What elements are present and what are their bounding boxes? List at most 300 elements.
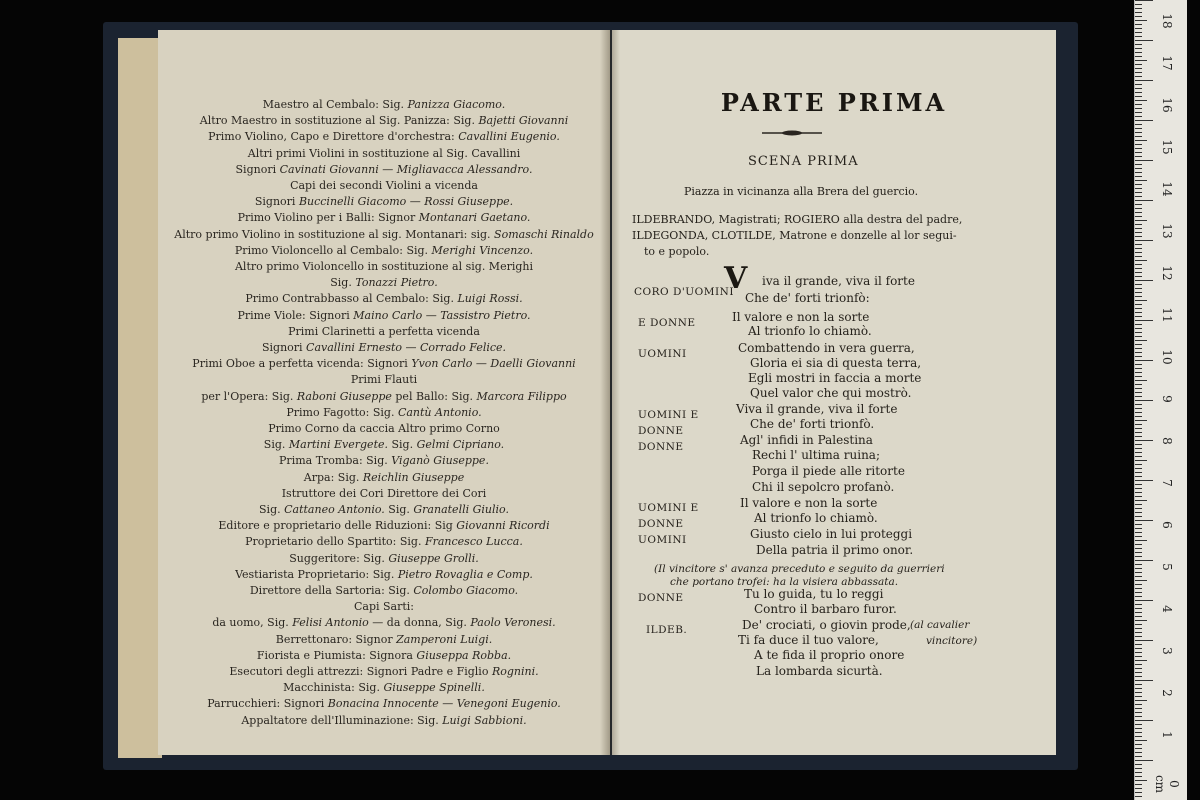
ruler-tick [1135, 732, 1142, 733]
ruler-tick [1135, 784, 1142, 785]
credit-role: Primi Flauti [350, 373, 418, 387]
ruler-tick [1135, 464, 1142, 465]
ruler-tick [1135, 208, 1142, 209]
ruler-tick [1135, 792, 1142, 793]
credit-role: Primo Violino, Capo e Direttore d'orchestra: [208, 130, 459, 144]
decorated-initial: V [724, 261, 748, 296]
ruler-tick [1135, 220, 1147, 221]
credit-role: Prima Tromba: Sig. [279, 454, 392, 468]
ruler-tick [1135, 448, 1142, 449]
ruler-tick [1135, 624, 1142, 625]
ruler-tick [1135, 532, 1142, 533]
credit-line [158, 697, 610, 711]
credit-role: Appaltatore dell'Illuminazione: Sig. [241, 713, 443, 727]
ruler-tick [1135, 632, 1142, 633]
credit-name: Francesco Lucca. [424, 535, 523, 549]
ruler-tick [1135, 760, 1153, 761]
ruler-tick [1135, 660, 1147, 661]
credit-name: Giovanni Ricordi [456, 519, 550, 533]
credit-line [158, 130, 610, 144]
ruler-tick [1135, 408, 1142, 409]
verse-line: Al trionfo lo chiamò. [754, 511, 878, 525]
credit-name: Maino Carlo — Tassistro Pietro. [353, 308, 531, 322]
credit-role: Primo Fagotto: Sig. [286, 405, 398, 419]
ruler-number: 10 [1160, 349, 1174, 365]
credit-name: Cavinati Giovanni — Migliavacca Alessandro. [279, 162, 533, 176]
credit-role: Parrucchieri: Signori [207, 697, 328, 711]
credit-name: Yvon Carlo — Daelli Giovanni [411, 357, 576, 371]
credit-line [158, 422, 610, 436]
ruler-tick [1135, 184, 1142, 185]
ruler-tick [1135, 764, 1142, 765]
ruler-tick [1135, 720, 1153, 721]
ruler-number: 8 [1160, 437, 1174, 445]
ruler-tick [1135, 416, 1142, 417]
ruler-tick [1135, 692, 1142, 693]
right-page [612, 30, 1056, 755]
ruler-tick [1135, 56, 1142, 57]
ornament-divider [762, 128, 822, 138]
ruler-tick [1135, 500, 1147, 501]
ruler-tick [1135, 368, 1142, 369]
ruler-tick [1135, 4, 1142, 5]
credit-role: Arpa: Sig. [303, 470, 363, 484]
ruler-tick [1135, 424, 1142, 425]
ruler-tick [1135, 112, 1142, 113]
credit-line [158, 98, 610, 112]
credit-line [158, 341, 610, 355]
ruler-tick [1135, 48, 1142, 49]
ruler-number: 3 [1160, 647, 1174, 655]
ruler-tick [1135, 128, 1142, 129]
ruler-tick [1135, 664, 1142, 665]
ruler-tick [1135, 688, 1142, 689]
ruler-number: 4 [1160, 605, 1174, 613]
ruler-tick [1135, 168, 1142, 169]
ruler-tick [1135, 392, 1142, 393]
ruler-tick [1135, 608, 1142, 609]
ruler-tick [1135, 236, 1142, 237]
ruler-tick [1135, 476, 1142, 477]
ruler-tick [1135, 504, 1142, 505]
credit-role: Primo Contrabbasso al Cembalo: Sig. [245, 292, 458, 306]
credit-line [158, 325, 610, 339]
verse-line: Chi il sepolcro profanò. [752, 480, 895, 494]
credit-name: Rognini. [491, 665, 539, 678]
character-line: ILDEBRANDO, Magistrati; ROGIERO alla destra del padre, [632, 213, 963, 226]
ruler-tick [1135, 340, 1147, 341]
ruler-tick [1135, 192, 1142, 193]
ruler-tick [1135, 308, 1142, 309]
ruler-tick [1135, 44, 1142, 45]
speaker-role: UOMINI E [638, 502, 699, 514]
ruler-tick [1135, 180, 1147, 181]
credit-name: Raboni Giuseppe [296, 389, 392, 403]
ruler-tick [1135, 64, 1142, 65]
ruler-tick [1135, 216, 1142, 217]
speaker-role: UOMINI [638, 348, 687, 360]
ruler-tick [1135, 280, 1153, 281]
credit-role: Signori [235, 162, 280, 176]
credit-role: Primo Violoncello al Cembalo: Sig. [234, 243, 432, 257]
credit-line [158, 487, 610, 501]
ruler-tick [1135, 716, 1142, 717]
book-gutter [600, 30, 620, 755]
ruler-number: 0 cm [1153, 774, 1181, 794]
credit-name: Merighi Vincenzo. [431, 243, 534, 257]
credit-role: Sig. [259, 503, 285, 516]
credit-role: Maestro al Cembalo: Sig. [262, 98, 408, 111]
ruler-tick [1135, 116, 1142, 117]
credit-role: Sig. [388, 438, 417, 452]
ruler-tick [1135, 256, 1142, 257]
verse-line: Combattendo in vera guerra, [738, 341, 915, 355]
credit-line [158, 714, 610, 728]
speaker-role: DONNE [638, 518, 684, 530]
speaker-role: DONNE [638, 592, 684, 604]
ruler-tick [1135, 436, 1142, 437]
ruler-tick [1135, 672, 1142, 673]
credit-line [158, 406, 610, 420]
credit-role: Signori [254, 195, 299, 209]
credit-line [158, 357, 610, 371]
ruler-tick [1135, 556, 1142, 557]
credit-line [158, 535, 610, 549]
ruler-tick [1135, 748, 1142, 749]
ruler-tick [1135, 520, 1153, 521]
speaker-role: ILDEB. [646, 624, 688, 636]
ruler-tick [1135, 140, 1147, 141]
credit-line [158, 471, 610, 485]
ruler-tick [1135, 492, 1142, 493]
ruler-number: 16 [1160, 97, 1174, 113]
ruler-tick [1135, 156, 1142, 157]
ruler-number: 15 [1160, 139, 1174, 155]
ruler-tick [1135, 740, 1147, 741]
credit-role: Vestiarista Proprietario: Sig. [235, 567, 398, 581]
ruler-tick [1135, 704, 1142, 705]
ruler-tick [1135, 296, 1142, 297]
ruler-number: 1 [1160, 731, 1174, 739]
ruler-tick [1135, 596, 1142, 597]
credit-name: Cavallini Eugenio. [458, 130, 560, 144]
verse-line: Rechi l' ultima ruina; [752, 448, 880, 462]
verse-line: De' crociati, o giovin prode, [742, 618, 911, 632]
ruler-tick [1135, 60, 1147, 61]
stage-direction: che portano trofei: ha la visiera abbassata. [670, 576, 899, 588]
credit-role: Altro primo Violino in sostituzione al sig. Montanari: sig. [174, 227, 495, 241]
credit-line [158, 373, 610, 387]
credit-line [158, 616, 610, 630]
ruler-tick [1135, 728, 1142, 729]
ruler-tick [1135, 244, 1142, 245]
ruler-tick [1135, 572, 1142, 573]
ruler-tick [1135, 412, 1142, 413]
verse-line: Egli mostri in faccia a morte [748, 371, 922, 385]
verse-line: Giusto cielo in lui proteggi [750, 527, 913, 541]
ruler-tick [1135, 576, 1142, 577]
ruler-number: 14 [1160, 181, 1174, 197]
ruler-tick [1135, 644, 1142, 645]
ruler-tick [1135, 680, 1153, 681]
ruler-tick [1135, 568, 1142, 569]
ruler-tick [1135, 324, 1142, 325]
credit-role: Direttore della Sartoria: Sig. [249, 584, 414, 597]
ruler-tick [1135, 768, 1142, 769]
credit-line [158, 114, 610, 128]
ruler-tick [1135, 148, 1142, 149]
ruler-tick [1135, 372, 1142, 373]
speaker-role: UOMINI E [638, 409, 699, 421]
ruler-tick [1135, 508, 1142, 509]
credit-line [158, 552, 610, 566]
ruler-tick [1135, 84, 1142, 85]
credit-name: Montanari Gaetano. [418, 211, 531, 225]
scene-title: SCENA PRIMA [748, 154, 859, 169]
ruler-tick [1135, 652, 1142, 653]
ruler-tick [1135, 628, 1142, 629]
credit-role: Sig. [384, 503, 414, 516]
ruler-tick [1135, 96, 1142, 97]
ruler-tick [1135, 352, 1142, 353]
credit-name: Giuseppa Robba. [416, 648, 512, 662]
credit-line [158, 633, 610, 647]
ruler-tick [1135, 560, 1153, 561]
verse-line: Che de' forti trionfò. [750, 417, 875, 431]
ruler-tick [1135, 252, 1142, 253]
ruler-tick [1135, 528, 1142, 529]
ruler-tick [1135, 204, 1142, 205]
ruler-tick [1135, 696, 1142, 697]
credit-role: Altro primo Violoncello in sostituzione al sig. Merighi [234, 260, 533, 273]
ruler-tick [1135, 564, 1142, 565]
credit-name: Reichlin Giuseppe [362, 470, 465, 484]
ruler-tick [1135, 196, 1142, 197]
ruler-tick [1135, 384, 1142, 385]
ruler-tick [1135, 264, 1142, 265]
ruler-tick [1135, 668, 1142, 669]
ruler-tick [1135, 28, 1142, 29]
ruler-tick [1135, 240, 1153, 241]
ruler-tick [1135, 284, 1142, 285]
ruler-tick [1135, 72, 1142, 73]
ruler-tick [1135, 336, 1142, 337]
credit-role: Esecutori degli attrezzi: Signori Padre e Figlio [229, 665, 492, 678]
character-line: ILDEGONDA, CLOTILDE, Matrone e donzelle al lor segui- [632, 229, 957, 242]
ruler-tick [1135, 460, 1147, 461]
credit-role: — da donna, Sig. [368, 616, 471, 630]
ruler-tick [1135, 536, 1142, 537]
ruler-tick [1135, 676, 1142, 677]
credit-name: Pietro Rovaglia e Comp. [397, 567, 533, 581]
ruler-tick [1135, 52, 1142, 53]
credit-role: per l'Opera: Sig. [201, 389, 297, 403]
credit-line [158, 195, 610, 209]
credit-name: Panizza Giacomo. [407, 98, 506, 111]
credit-role: Sig. [263, 438, 289, 452]
ruler-tick [1135, 600, 1153, 601]
ruler-tick [1135, 268, 1142, 269]
ruler-tick [1135, 516, 1142, 517]
verse-line: Agl' infidi in Palestina [740, 433, 873, 447]
ruler-tick [1135, 708, 1142, 709]
credit-line [158, 211, 610, 225]
ruler-number: 5 [1160, 563, 1174, 571]
credit-line [158, 600, 610, 614]
speaker-role: E DONNE [638, 317, 696, 329]
verse-line: Ti fa duce il tuo valore, [738, 633, 879, 647]
credit-role: Primi Oboe a perfetta vicenda: Signori [192, 357, 412, 371]
ruler-tick [1135, 648, 1142, 649]
ruler-tick [1135, 88, 1142, 89]
ruler-tick [1135, 364, 1142, 365]
ruler-tick [1135, 348, 1142, 349]
ruler-tick [1135, 76, 1142, 77]
credit-role: da uomo, Sig. [212, 616, 293, 630]
credit-role: Suggeritore: Sig. [289, 551, 389, 565]
ruler-tick [1135, 304, 1142, 305]
ruler-tick [1135, 592, 1142, 593]
ruler-tick [1135, 224, 1142, 225]
credit-name: Buccinelli Giacomo — Rossi Giuseppe. [298, 195, 514, 209]
ruler-tick [1135, 484, 1142, 485]
ruler-tick [1135, 468, 1142, 469]
credit-name: Cattaneo Antonio. [284, 503, 385, 516]
part-title: PARTE PRIMA [720, 88, 948, 117]
ruler-tick [1135, 712, 1142, 713]
credit-name: Luigi Sabbioni. [442, 713, 527, 727]
ruler-tick [1135, 512, 1142, 513]
credit-line [158, 244, 610, 258]
ruler-tick [1135, 796, 1142, 797]
credit-name: Bonacina Innocente — Venegoni Eugenio. [327, 697, 561, 711]
ruler-tick [1135, 724, 1142, 725]
ruler-tick [1135, 640, 1153, 641]
ruler-number: 7 [1160, 479, 1174, 487]
ruler-tick [1135, 300, 1147, 301]
credit-name: Colombo Giacomo. [413, 584, 519, 597]
ruler-tick [1135, 612, 1142, 613]
credit-name: Bajetti Giovanni [478, 114, 569, 128]
ruler-tick [1135, 328, 1142, 329]
credit-name: Zamperoni Luigi. [396, 632, 493, 646]
credit-line [158, 438, 610, 452]
stage-direction-note: (al cavalier [910, 619, 970, 631]
ruler-tick [1135, 80, 1153, 81]
ruler-tick [1135, 700, 1147, 701]
stage-direction: (Il vincitore s' avanza preceduto e seguito da guerrieri [654, 563, 945, 575]
credit-role: Editore e proprietario delle Riduzioni: Sig [218, 519, 457, 533]
ruler-tick [1135, 548, 1142, 549]
ruler-tick [1135, 524, 1142, 525]
ruler-tick [1135, 0, 1153, 1]
credit-name: Martini Evergete. [288, 438, 388, 452]
ruler-tick [1135, 552, 1142, 553]
credit-line [158, 228, 610, 242]
ruler-tick [1135, 736, 1142, 737]
ruler-tick [1135, 752, 1142, 753]
ruler-number: 6 [1160, 521, 1174, 529]
verse-line: Al trionfo lo chiamò. [748, 324, 872, 338]
credit-role: Prime Viole: Signori [237, 308, 354, 322]
ruler-tick [1135, 232, 1142, 233]
ruler-tick [1135, 604, 1142, 605]
ruler-tick [1135, 428, 1142, 429]
ruler-tick [1135, 456, 1142, 457]
ruler-tick [1135, 164, 1142, 165]
ruler-tick [1135, 176, 1142, 177]
ruler-tick [1135, 124, 1142, 125]
credit-role: Sig. [330, 276, 356, 290]
ruler-tick [1135, 444, 1142, 445]
ruler-tick [1135, 20, 1147, 21]
ruler-tick [1135, 452, 1142, 453]
ruler-tick [1135, 24, 1142, 25]
ruler-tick [1135, 396, 1142, 397]
credit-line [158, 147, 610, 161]
ruler-number: 9 [1160, 395, 1174, 403]
ruler-number: 18 [1160, 13, 1174, 29]
ruler-tick [1135, 684, 1142, 685]
credit-line [158, 163, 610, 177]
speaker-role: CORO D'UOMINI [634, 286, 734, 298]
ruler-tick [1135, 580, 1147, 581]
ruler-tick [1135, 312, 1142, 313]
ruler-tick [1135, 420, 1147, 421]
ruler-tick [1135, 8, 1142, 9]
ruler-tick [1135, 404, 1142, 405]
credit-role: Capi Sarti: [353, 600, 415, 614]
ruler-tick [1135, 400, 1153, 401]
credit-name: Giuseppe Grolli. [388, 551, 479, 565]
ruler-tick [1135, 200, 1153, 201]
credit-line [158, 179, 610, 193]
verse-line: Il valore e non la sorte [732, 310, 870, 324]
credit-role: Capi dei secondi Violini a vicenda [290, 179, 478, 192]
ruler-tick [1135, 480, 1153, 481]
credit-role: Macchinista: Sig. [283, 681, 384, 695]
credit-line [158, 681, 610, 695]
ruler-tick [1135, 316, 1142, 317]
ruler-tick [1135, 276, 1142, 277]
verse-line: Della patria il primo onor. [756, 543, 914, 557]
ruler-number: 12 [1160, 265, 1174, 281]
credit-line [158, 309, 610, 323]
credit-role: Primo Violino per i Balli: Signor [237, 211, 419, 225]
credit-role: Altro Maestro in sostituzione al Sig. Panizza: Sig. [199, 114, 479, 128]
ruler-tick [1135, 132, 1142, 133]
credit-role: Primi Clarinetti a perfetta vicenda [288, 324, 480, 338]
character-line: to e popolo. [644, 245, 710, 258]
verse-line: Gloria ei sia di questa terra, [750, 356, 922, 370]
ruler-tick [1135, 360, 1153, 361]
scene-setting: Piazza in vicinanza alla Brera del guercio. [684, 185, 919, 198]
left-page [158, 30, 610, 755]
stage-direction-note: vincitore) [926, 635, 978, 647]
ruler-tick [1135, 432, 1142, 433]
ruler-tick [1135, 380, 1147, 381]
ruler-tick [1135, 152, 1142, 153]
credit-name: Luigi Rossi. [457, 292, 523, 306]
ruler-tick [1135, 756, 1142, 757]
ruler-tick [1135, 584, 1142, 585]
ruler-tick [1135, 12, 1142, 13]
credit-name: Marcora Filippo [476, 389, 567, 403]
credit-name: Paolo Veronesi. [470, 616, 556, 630]
ruler-tick [1135, 32, 1142, 33]
ruler-tick [1135, 776, 1142, 777]
verse-line: Viva il grande, viva il forte [736, 402, 898, 416]
